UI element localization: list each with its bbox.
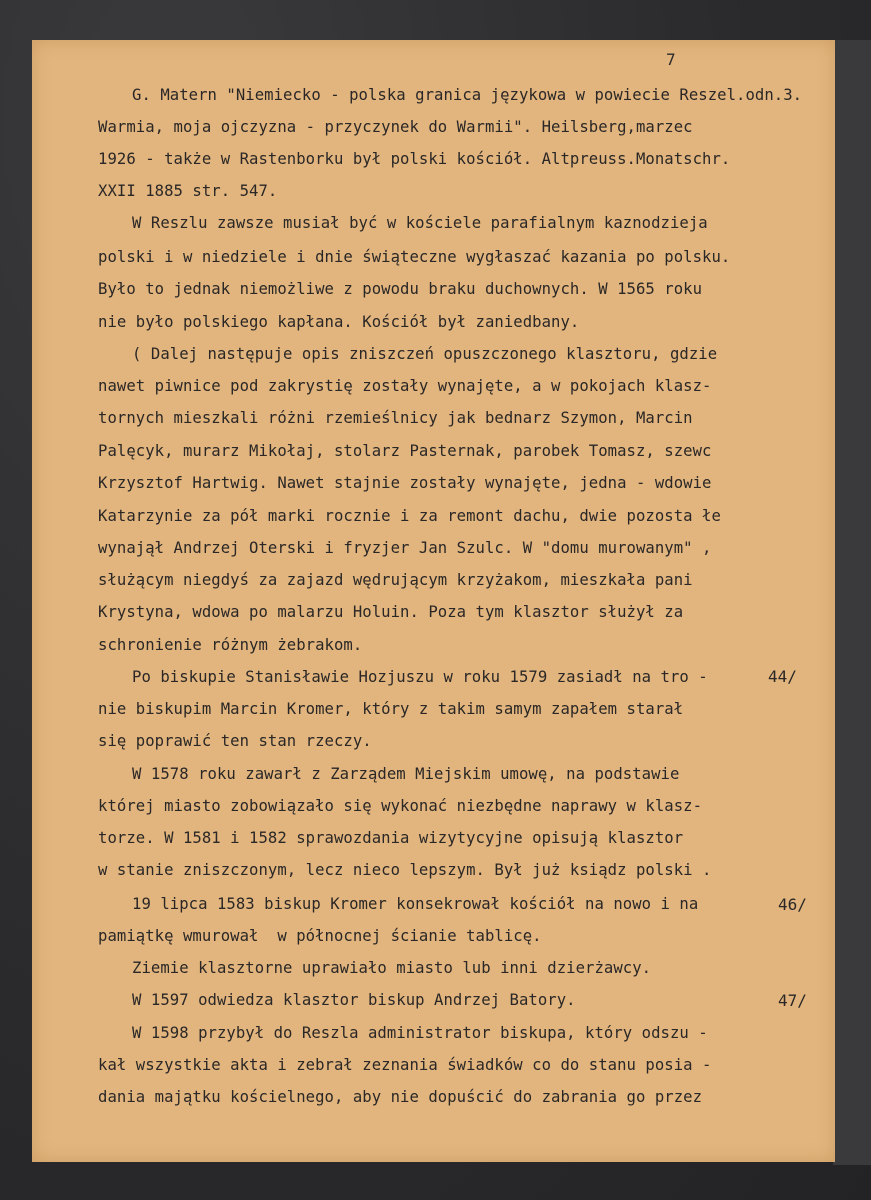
text-line: w stanie zniszczonym, lecz nieco lepszym. Był już ksiądz polski . xyxy=(98,861,712,879)
text-line: W 1598 przybył do Reszla administrator biskupa, który odszu - xyxy=(132,1024,708,1042)
text-line: pamiątkę wmurował w północnej ścianie tablicę. xyxy=(98,927,542,945)
margin-note: 44/ xyxy=(768,667,797,686)
text-line: 19 lipca 1583 biskup Kromer konsekrował kościół na nowo i na xyxy=(132,895,699,913)
text-line: Krystyna, wdowa po malarzu Holuin. Poza tym klasztor służył za xyxy=(98,603,684,621)
text-line: Katarzynie za pół marki rocznie i za remont dachu, dwie pozosta łe xyxy=(98,507,721,525)
text-line: Palęcyk, murarz Mikołaj, stolarz Pasternak, parobek Tomasz, szewc xyxy=(98,442,712,460)
text-line: ( Dalej następuje opis zniszczeń opuszczonego klasztoru, gdzie xyxy=(132,345,718,363)
text-line: służącym niegdyś za zajazd wędrującym krzyżakom, mieszkała pani xyxy=(98,571,693,589)
text-line: Warmia, moja ojczyzna - przyczynek do Warmii". Heilsberg,marzec xyxy=(98,118,693,136)
text-line: kał wszystkie akta i zebrał zeznania świadków co do stanu posia - xyxy=(98,1056,712,1074)
text-line: tornych mieszkali różni rzemieślnicy jak bednarz Szymon, Marcin xyxy=(98,409,693,427)
text-line: G. Matern "Niemiecko - polska granica językowa w powiecie Reszel.odn.3. xyxy=(132,86,803,104)
text-line: torze. W 1581 i 1582 sprawozdania wizytycyjne opisują klasztor xyxy=(98,829,684,847)
page-number: 7 xyxy=(666,50,676,69)
margin-note: 47/ xyxy=(778,991,807,1010)
text-line: Po biskupie Stanisławie Hozjuszu w roku 1579 zasiadł na tro - xyxy=(132,668,708,686)
text-line: 1926 - także w Rastenborku był polski kościół. Altpreuss.Monatschr. xyxy=(98,150,731,168)
text-line: Krzysztof Hartwig. Nawet stajnie zostały wynajęte, jedna - wdowie xyxy=(98,474,712,492)
text-line: nie biskupim Marcin Kromer, który z takim samym zapałem starał xyxy=(98,700,684,718)
text-line: schronienie różnym żebrakom. xyxy=(98,636,363,654)
margin-note: 46/ xyxy=(778,895,807,914)
text-line: W 1578 roku zawarł z Zarządem Miejskim umowę, na podstawie xyxy=(132,765,680,783)
text-line: W 1597 odwiedza klasztor biskup Andrzej Batory. xyxy=(132,991,576,1009)
text-line: nawet piwnice pod zakrystię zostały wynajęte, a w pokojach klasz- xyxy=(98,377,712,395)
text-line: dania majątku kościelnego, aby nie dopuścić do zabrania go przez xyxy=(98,1088,703,1106)
text-line: Ziemie klasztorne uprawiało miasto lub inni dzierżawcy. xyxy=(132,959,652,977)
text-line: wynajął Andrzej Oterski i fryzjer Jan Szulc. W "domu murowanym" , xyxy=(98,539,712,557)
document-page xyxy=(32,40,835,1162)
text-line: XXII 1885 str. 547. xyxy=(98,182,278,200)
text-line: nie było polskiego kapłana. Kościół był zaniedbany. xyxy=(98,313,580,331)
text-line: się poprawić ten stan rzeczy. xyxy=(98,732,372,750)
scanner-edge-strip xyxy=(833,40,871,1165)
text-line: której miasto zobowiązało się wykonać niezbędne naprawy w klasz- xyxy=(98,797,703,815)
text-line: W Reszlu zawsze musiał być w kościele parafialnym kaznodzieja xyxy=(132,214,708,232)
text-line: Było to jednak niemożliwe z powodu braku duchownych. W 1565 roku xyxy=(98,280,703,298)
text-line: polski i w niedziele i dnie świąteczne wygłaszać kazania po polsku. xyxy=(98,248,731,266)
